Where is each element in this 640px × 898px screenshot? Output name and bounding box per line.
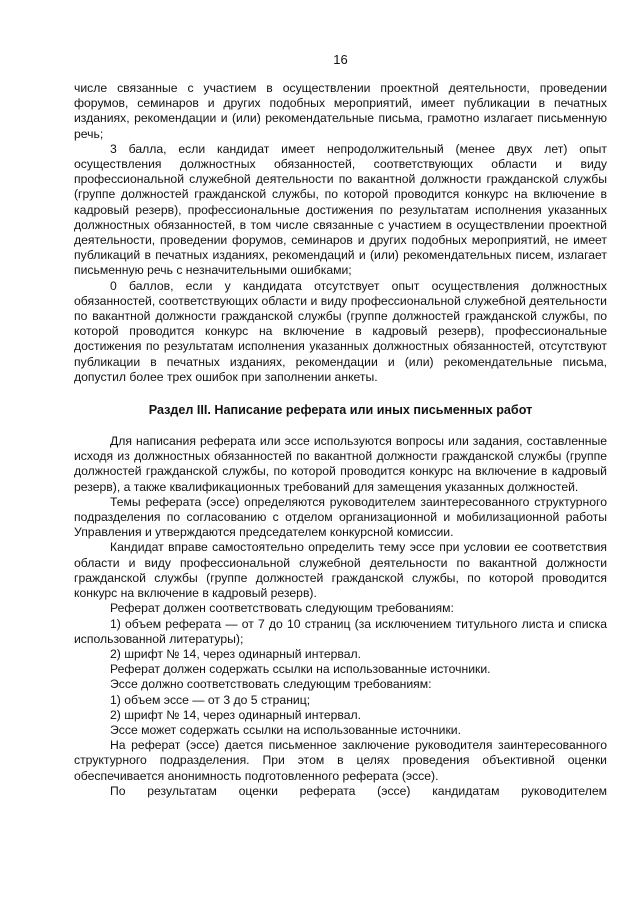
paragraph: Темы реферата (эссе) определяются руководителем заинтересованного структурного подразделения по согласованию с отделом организационной и мобилизационной работы Управления и утверждаются председателем конкурсной комиссии.	[74, 494, 607, 540]
paragraph: 3 балла, если кандидат имеет непродолжительный (менее двух лет) опыт осуществления должностных обязанностей, соответствующих области и виду профессиональной служебной деятельности по вакантной должности гражданской службы (группе должностей гражданской службы, по которой проводится конкурс на включение в кадровый резерв), профессиональные достижения по результатам исполнения указанных должностных обязанностей, в том числе связанные с участием в осуществлении проектной деятельности, проведении форумов, семинаров и других подобных мероприятий, не имеет публикаций в печатных изданиях, рекомендаций и (или) рекомендательных писем, излагает письменную речь с незначительными ошибками;	[74, 141, 607, 278]
paragraph: 1) объем эссе — от 3 до 5 страниц;	[110, 692, 311, 707]
paragraph: 2) шрифт № 14, через одинарный интервал.	[110, 646, 362, 661]
section-title: Раздел III. Написание реферата или иных письменных работ	[148, 403, 533, 418]
paragraph: 0 баллов, если у кандидата отсутствует опыт осуществления должностных обязанностей, соответствующих области и виду профессиональной служебной деятельности по вакантной должности гражданской службы (группе должностей гражданской службы, по которой проводится конкурс на включение в кадровый резерв), профессиональные достижения по результатам исполнения указанных должностных обязанностей, отсутствуют публикации в печатных изданиях, рекомендации и (или) рекомендательные письма, допустил более трех ошибок при заполнении анкеты.	[74, 278, 607, 384]
paragraph: Эссе может содержать ссылки на использованные источники.	[110, 722, 461, 737]
paragraph: Для написания реферата или эссе используются вопросы или задания, составленные исходя из должностных обязанностей по вакантной должности гражданской службы (группе должностей гражданской службы, по которой проводится конкурс на включение в кадровый резерв), а также квалификационных требований для замещения указанных должностей.	[74, 434, 607, 494]
bottom-paragraphs	[74, 434, 607, 799]
paragraph: Эссе должно соответствовать следующим требованиям:	[110, 677, 432, 692]
top-paragraphs	[74, 81, 607, 385]
paragraph: 1) объем реферата — от 7 до 10 страниц (за исключением титульного листа и списка использованной литературы);	[74, 616, 607, 646]
paragraph: числе связанные с участием в осуществлении проектной деятельности, проведении форумов, семинаров и других подобных мероприятий, имеет публикации в печатных изданиях, рекомендации и (или) рекомендательные письма, грамотно излагает письменную речь;	[74, 81, 607, 141]
page-number: 16	[333, 52, 348, 67]
paragraph: Реферат должен соответствовать следующим требованиям:	[110, 601, 454, 616]
paragraph: 2) шрифт № 14, через одинарный интервал.	[110, 707, 362, 722]
paragraph: На реферат (эссе) дается письменное заключение руководителя заинтересованного структурного подразделения. При этом в целях проведения объективной оценки обеспечивается анонимность подготовленного реферата (эссе).	[74, 738, 607, 783]
document-body	[74, 81, 607, 799]
paragraph: По результатам оценки реферата (эссе) кандидатам руководителем	[110, 783, 607, 798]
paragraph: Кандидат вправе самостоятельно определить тему эссе при условии ее соответствия области и виду профессиональной служебной деятельности по вакантной должности гражданской службы (группе должностей гражданской службы, по которой проводится конкурс на включение в кадровый резерв).	[74, 540, 607, 601]
paragraph: Реферат должен содержать ссылки на использованные источники.	[110, 662, 491, 677]
